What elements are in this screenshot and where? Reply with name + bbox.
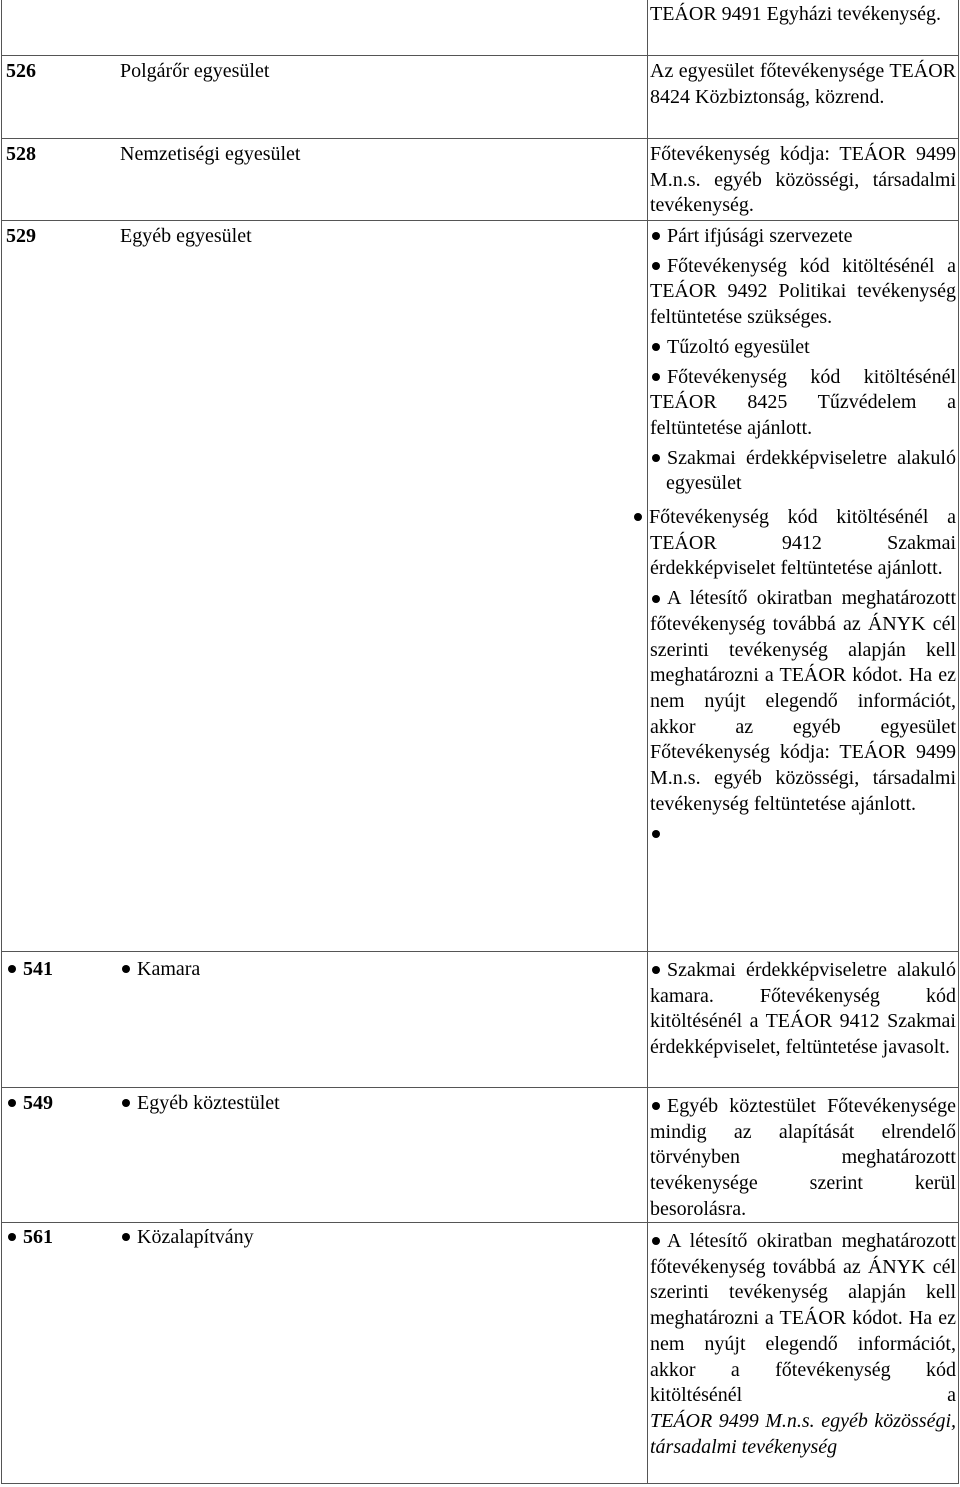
bullet-icon [122, 965, 130, 973]
bullet-icon [652, 830, 660, 838]
description-italic: TEÁOR 9499 M.n.s. egyéb közösségi, társadalmi tevékenység [650, 1409, 956, 1458]
bullet-icon [652, 343, 660, 351]
table-row [2, 1222, 958, 1484]
table-row [2, 220, 958, 951]
bullet-icon [652, 1237, 660, 1245]
name: Kamara [137, 958, 201, 980]
code: 549 [23, 1092, 53, 1114]
description: Szakmai érdekképviseletre alakuló egyesület [666, 446, 956, 495]
bullet-icon [652, 373, 660, 381]
description: Szakmai érdekképviseletre alakuló kamara. Főtevékenység kód kitöltésénél a TEÁOR 9412 Szakmai érdekképviselet, feltüntetése javasolt. [650, 959, 956, 1059]
name: Nemzetiségi egyesület [120, 143, 301, 165]
code: 526 [6, 60, 36, 82]
bullet-icon [652, 454, 660, 462]
description: A létesítő okiratban meghatározott főtevékenység továbbá az ÁNYK cél szerinti tevékenység alapján kell meghatározni a TEÁOR kódot. Ha ez nem nyújt elegendő információt, akkor a főtevékenység kód kitöltésénél a [650, 1230, 956, 1407]
description: Egyéb köztestület Főtevékenysége mindig az alapítását elrendelő törvényben meghatározott tevékenysége szerint kerül besorolásra. [650, 1095, 956, 1220]
description: Párt ifjúsági szervezete [667, 225, 853, 247]
table-row [2, 951, 958, 1087]
activity-code-table [1, 0, 959, 1484]
bullet-icon [652, 595, 660, 603]
name: Egyéb köztestület [137, 1092, 280, 1114]
table-row [2, 55, 958, 138]
description: Az egyesület főtevékenysége TEÁOR 8424 Közbiztonság, közrend. [650, 60, 956, 108]
code: 561 [23, 1226, 53, 1248]
bullet-icon [122, 1099, 130, 1107]
description: Főtevékenység kód kitöltésénél a TEÁOR 9492 Politikai tevékenység feltüntetése szükséges. [650, 254, 956, 329]
description: Főtevékenység kódja: TEÁOR 9499 M.n.s. egyéb közösségi, társadalmi tevékenység. [650, 143, 956, 217]
name: Polgárőr egyesület [120, 60, 270, 82]
bullet-icon [8, 965, 16, 973]
table-row [2, 0, 958, 54]
bullet-icon [652, 966, 660, 974]
name: Közalapítvány [137, 1226, 254, 1248]
description: TEÁOR 9491 Egyházi tevékenység. [650, 3, 942, 25]
bullet-icon [122, 1233, 130, 1241]
bullet-icon [652, 1102, 660, 1110]
bullet-icon [8, 1233, 16, 1241]
description: A létesítő okiratban meghatározott főtevékenység továbbá az ÁNYK cél szerinti tevékenység alapján kell meghatározni a TEÁOR kódot. Ha ez nem nyújt elegendő információt, akkor az egyéb egyesület Főtevékenység kódja: TEÁOR 9499 M.n.s. egyéb közösségi, társadalmi tevékenység feltüntetése ajánlott. [650, 587, 956, 815]
bullet-icon [652, 232, 660, 240]
code: 528 [6, 143, 36, 165]
description: Tűzoltó egyesület [667, 335, 810, 358]
bullet-icon [8, 1099, 16, 1107]
table-row [2, 138, 958, 219]
code: 529 [6, 225, 36, 247]
table-row [2, 1087, 958, 1222]
bullet-icon [634, 513, 642, 521]
bullet-icon [652, 262, 660, 270]
name: Egyéb egyesület [120, 225, 252, 247]
code: 541 [23, 958, 53, 980]
description: Főtevékenység kód kitöltésénél TEÁOR 8425 Tűzvédelem a feltüntetése ajánlott. [650, 365, 956, 439]
description: Főtevékenység kód kitöltésénél a TEÁOR 9412 Szakmai érdekképviselet feltüntetése ajánlott. [649, 506, 956, 580]
